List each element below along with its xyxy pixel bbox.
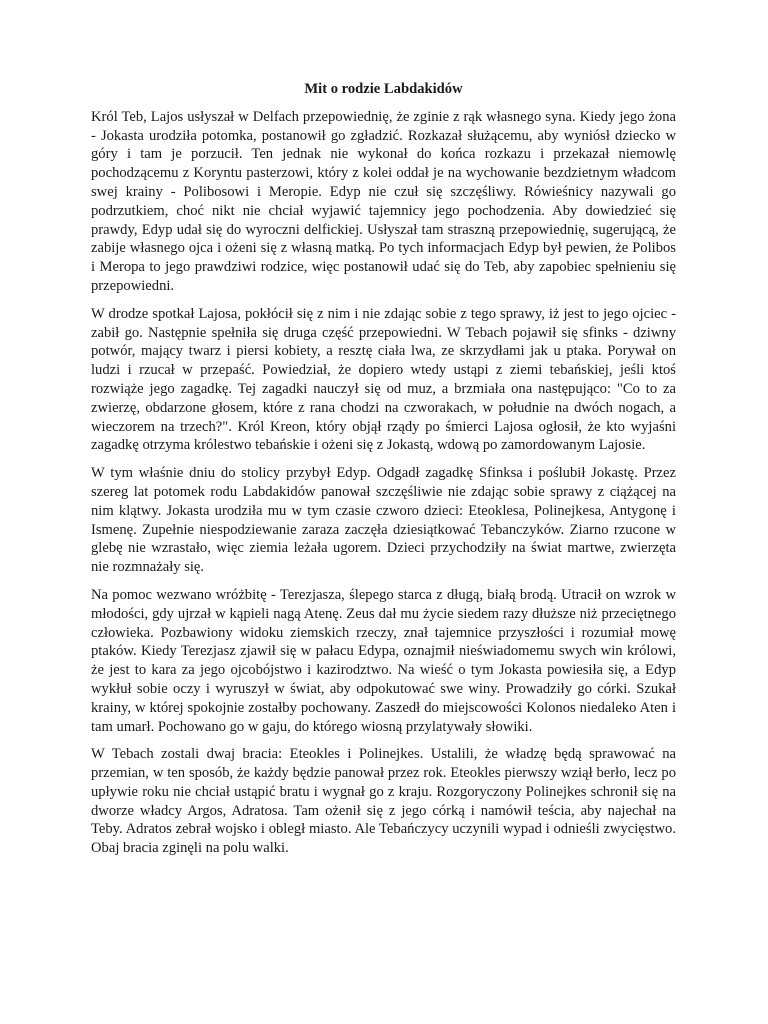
document-title: Mit o rodzie Labdakidów: [304, 81, 463, 97]
paragraph-5: W Tebach zostali dwaj bracia: Eteokles i Polinejkes. Ustalili, że władzę będą sprawować na przemian, w ten sposób, że każdy będzie panował przez rok. Eteokles pierwszy wziął berło, lecz po upływie roku nie chciał ustąpić bratu i wygnał go z kraju. Rozgoryczony Polinejkes schronił się na dworze władcy Argos, Adratosa. Tam ożenił się z jego córką i namówił teścia, aby najechał na Teby. Adratos zebrał wojsko i obległ miasto. Ale Tebańczycy uczynili wypad i odnieśli zwycięstwo. Obaj bracia zginęli na polu walki.: [91, 746, 676, 857]
paragraph-4: Na pomoc wezwano wróżbitę - Terezjasza, ślepego starca z długą, białą brodą. Utracił on wzrok w młodości, gdy ujrzał w kąpieli nagą Atenę. Zeus dał mu życie siedem razy dłuższe niż przeciętnego człowieka. Pozbawiony widoku ziemskich rzeczy, znał tajemnice przyszłości i rozumiał mowę ptaków. Kiedy Terezjasz zjawił się w pałacu Edypa, oznajmił nieświadomemu swych win królowi, że jest to kara za jego ojcobójstwo i kazirodztwo. Na wieść o tym Jokasta powiesiła się, a Edyp wykłuł sobie oczy i wyruszył w świat, aby odpokutować swe winy. Prowadziły go córki. Szukał krainy, w której spokojnie zostałby pochowany. Zaszedł do miejscowości Kolonos niedaleko Aten i tam umarł. Pochowano go w gaju, do którego wiosną przylatywały słowiki.: [91, 586, 676, 735]
paragraph-3: W tym właśnie dniu do stolicy przybył Edyp. Odgadł zagadkę Sfinksa i poślubił Jokastę. Przez szereg lat potomek rodu Labdakidów panował szczęśliwie nie zdając sobie sprawy z ciążącej na nim klątwy. Jokasta urodziła mu w tym czasie czworo dzieci: Eteoklesa, Polinejkesa, Antygonę i Ismenę. Zupełnie niespodziewanie zaraza zaczęła dziesiątkować Tebanczyków. Ziarno rzucone w glebę nie wzrastało, więc ziemia leżała ugorem. Dzieci przychodziły na świat martwe, zwierzęta nie rozmnażały się.: [91, 465, 676, 576]
paragraph-1: Król Teb, Lajos usłyszał w Delfach przepowiednię, że zginie z rąk własnego syna. Kiedy jego żona - Jokasta urodziła potomka, postanowił go zgładzić. Rozkazał służącemu, aby wyniósł dziecko w góry i tam je porzucił. Ten jednak nie wykonał do końca rozkazu i przekazał niemowlę pochodzącemu z Koryntu pasterzowi, który z kolei oddał je na wychowanie bezdzietnym władcom swej krainy - Polibosowi i Meropie. Edyp nie czuł się szczęśliwy. Rówieśnicy nazywali go podrzutkiem, choć nikt nie chciał wyjawić tajemnicy jego pochodzenia. Aby dowiedzieć się prawdy, Edyp udał się do wyroczni delfickiej. Usłyszał tam straszną przepowiednię, sugerującą, że zabije własnego ojca i ożeni się z własną matką. Po tych informacjach Edyp był pewien, że Polibos i Meropa to jego prawdziwi rodzice, więc postanowił udać się do Teb, aby zapobiec spełnieniu się przepowiedni.: [91, 108, 676, 294]
paragraph-2: W drodze spotkał Lajosa, pokłócił się z nim i nie zdając sobie z tego sprawy, iż jest to jego ojciec - zabił go. Następnie spełniła się druga część przepowiedni. W Tebach pojawił się sfinks - dziwny potwór, mający twarz i piersi kobiety, a resztę ciała lwa, ze skrzydłami jak u ptaka. Porywał on ludzi i rzucał w przepaść. Powiedział, że dopiero wtedy ustąpi z ziemi tebańskiej, jeśli ktoś rozwiąże jego zagadkę. Tej zagadki nauczył się od muz, a brzmiała ona następująco: "Co to za zwierzę, obdarzone głosem, które z rana chodzi na czworakach, w południe na dwóch nogach, a wieczorem na trzech?". Król Kreon, który objął rządy po śmierci Lajosa ogłosił, że kto wyjaśni zagadkę otrzyma królestwo tebańskie i ożeni się z Jokastą, wdową po zamordowanym Lajosie.: [91, 305, 676, 454]
document-body: [91, 80, 676, 867]
